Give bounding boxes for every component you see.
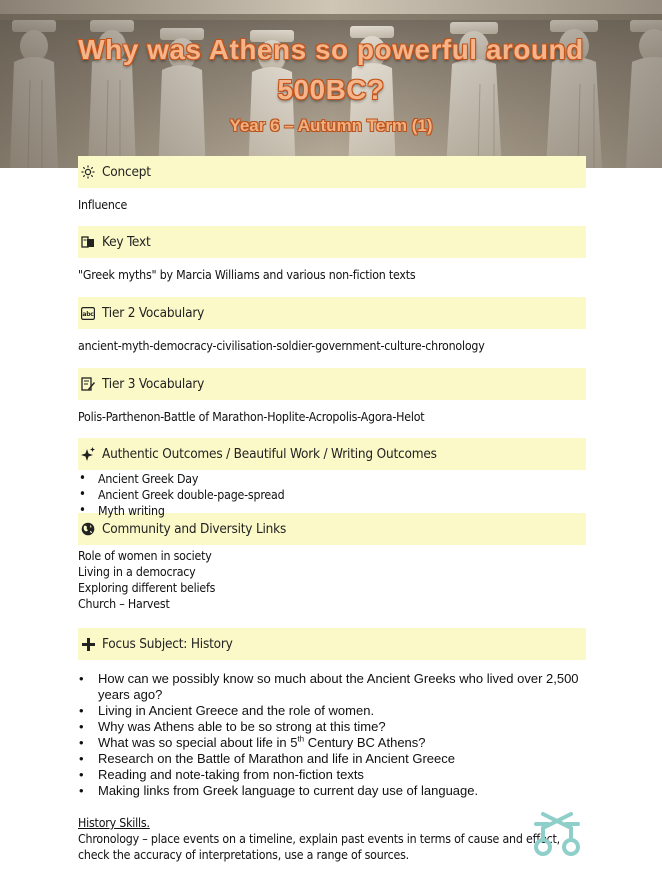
cross-icon xyxy=(80,636,96,652)
globe-icon xyxy=(80,521,96,537)
section-heading: Concept xyxy=(102,164,151,180)
section-header-key-text xyxy=(78,226,586,258)
list-item-text: Century BC Athens? xyxy=(304,735,426,750)
section-heading: Tier 2 Vocabulary xyxy=(102,305,205,321)
page-subtitle: Year 6 – Autumn Term (1) xyxy=(229,116,433,135)
sun-icon xyxy=(80,164,96,180)
list-item: • Research on the Battle of Marathon and life in Ancient Greece xyxy=(78,751,586,767)
list-item: Living in a democracy xyxy=(78,565,196,579)
list-item-text: What was so special about life in 5 xyxy=(98,735,298,750)
list-item: Role of women in society xyxy=(78,549,212,563)
page-title-line-2: 500BC? xyxy=(277,74,385,105)
list-item: • Ancient Greek Day xyxy=(78,471,586,487)
books-icon xyxy=(80,234,96,250)
section-heading: Key Text xyxy=(102,234,151,250)
section-header-tier-2-vocabulary xyxy=(78,297,586,329)
list-item: • Reading and note-taking from non-fiction texts xyxy=(78,767,586,783)
section-heading: Authentic Outcomes / Beautiful Work / Writing Outcomes xyxy=(102,446,437,462)
key-text-text: "Greek myths" by Marcia Williams and various non-fiction texts xyxy=(78,268,416,282)
list-item: • Why was Athens able to be so strong at this time? xyxy=(78,719,586,735)
edit-document-icon xyxy=(80,376,96,392)
section-heading: Tier 3 Vocabulary xyxy=(102,376,205,392)
svg-text:abc: abc xyxy=(82,310,94,318)
abc-icon xyxy=(80,305,96,321)
section-header-focus-subject xyxy=(78,628,586,660)
history-skills-title: History Skills. xyxy=(78,816,150,830)
school-logo-icon xyxy=(528,810,586,864)
list-item: • Ancient Greek double-page-spread xyxy=(78,487,586,503)
tier-2-vocabulary-text: ancient-myth-democracy-civilisation-soldier-government-culture-chronology xyxy=(78,339,485,353)
tier-3-vocabulary-text: Polis-Parthenon-Battle of Marathon-Hoplite-Acropolis-Agora-Helot xyxy=(78,410,425,424)
list-item: Exploring different beliefs xyxy=(78,581,216,595)
history-skills-text: Chronology – place events on a timeline, explain past events in terms of cause and effect, check the accuracy of interpretations, use a range of sources. xyxy=(78,832,560,862)
list-item: • Living in Ancient Greece and the role of women. xyxy=(78,703,586,719)
list-item xyxy=(78,735,586,751)
section-header-outcomes xyxy=(78,438,586,470)
page-title-line-1: Why was Athens so powerful around xyxy=(78,34,584,65)
header-banner xyxy=(0,0,662,168)
community-list xyxy=(78,548,586,612)
outcomes-list xyxy=(78,471,586,519)
section-heading: Focus Subject: History xyxy=(102,636,233,652)
focus-list xyxy=(78,671,586,799)
list-item: • How can we possibly know so much about the Ancient Greeks who lived over 2,500 years ago? xyxy=(78,671,586,703)
superscript: th xyxy=(297,734,305,744)
list-item: • Making links from Greek language to current day use of language. xyxy=(78,783,586,799)
list-item: • Myth writing xyxy=(78,503,586,519)
section-heading: Community and Diversity Links xyxy=(102,521,287,537)
section-header-tier-3-vocabulary xyxy=(78,368,586,400)
list-item: Church – Harvest xyxy=(78,597,170,611)
section-header-concept xyxy=(78,156,586,188)
content-column xyxy=(78,156,586,863)
sparkles-icon xyxy=(80,446,96,462)
concept-text: Influence xyxy=(78,198,128,212)
